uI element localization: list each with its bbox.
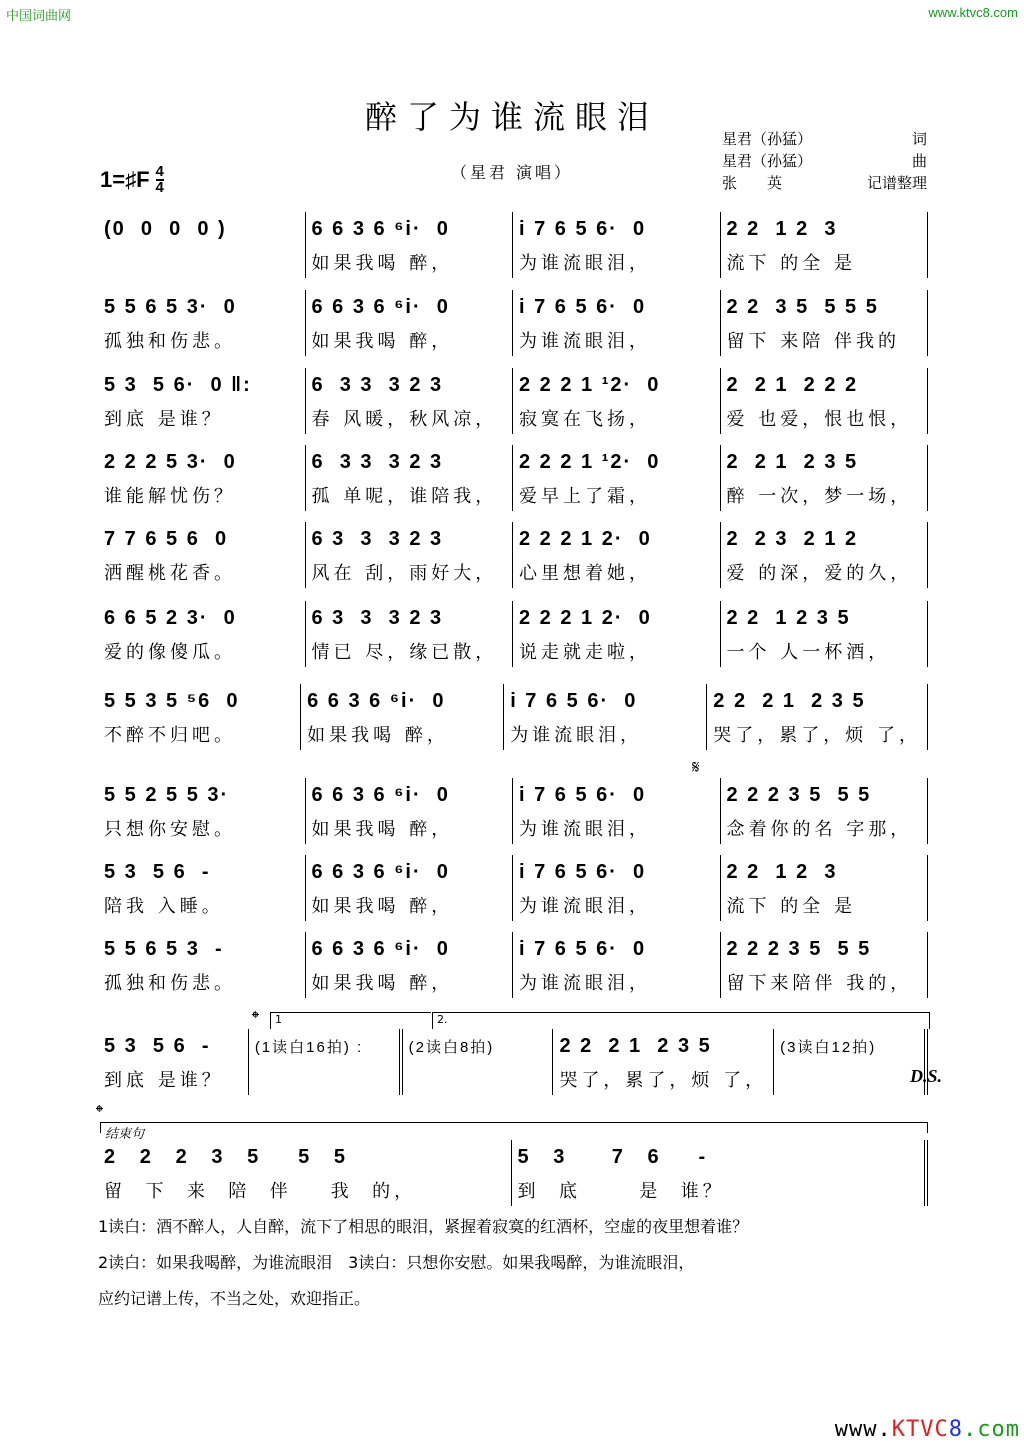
- measure-lyric: 爱早上了霜，: [519, 486, 651, 507]
- measure-lyric: 念着你的名 字那，: [726, 819, 913, 840]
- time-bottom: 4: [155, 179, 164, 196]
- measure-notes: 5 5 3 5 ⁵6 0: [104, 689, 240, 712]
- key-label: 1=♯F: [100, 167, 150, 192]
- measure-notes: i 7 6 5 6· 0: [519, 295, 647, 318]
- singer-note: （星君 演唱）: [450, 163, 574, 182]
- segno-icon: 𝄋: [692, 757, 700, 778]
- measure-lyric: 留下来陪伴 我的，: [726, 973, 913, 994]
- measure-notes: 6 6 3 6 ⁶i· 0: [311, 217, 450, 240]
- measure-lyric: 孤独和伤悲。: [104, 331, 236, 352]
- measure: [721, 290, 929, 356]
- measure-notes: 5 3 5 6 -: [104, 860, 211, 883]
- measure: [774, 1029, 928, 1095]
- measure-lyric: 到底 是谁？: [104, 1070, 224, 1091]
- score-row: [98, 522, 928, 588]
- measure-notes: 6 3 3 3 2 3: [311, 373, 444, 396]
- measure-lyric: 风在 刮，雨好大，: [311, 563, 498, 584]
- measure: [513, 212, 721, 278]
- measure: [721, 368, 929, 434]
- score-row: [98, 1029, 928, 1095]
- measure: [98, 855, 306, 921]
- measure-notes: i 7 6 5 6· 0: [519, 217, 647, 240]
- score-row: [98, 290, 928, 356]
- measure-lyric: 如果我喝 醉，: [311, 331, 454, 352]
- measure-notes: 5 5 2 5 5 3·: [104, 783, 230, 806]
- dal-segno: D.S.: [910, 1066, 943, 1086]
- measure: [306, 445, 514, 511]
- measure-notes: 2 2 1 2 3 5: [726, 450, 859, 473]
- measure: [513, 522, 721, 588]
- measure-notes: i 7 6 5 6· 0: [519, 860, 647, 883]
- measure: [513, 778, 721, 844]
- measure-lyric: 爱 也爱，恨也恨，: [726, 409, 913, 430]
- score-row: [98, 368, 928, 434]
- measure: [721, 855, 929, 921]
- logo-part: KTV: [891, 1417, 935, 1442]
- measure-notes: 2 2 2 3 5 5 5: [104, 1145, 347, 1168]
- measure-lyric: 流下 的全 是: [726, 896, 856, 917]
- measure-lyric: 如果我喝 醉，: [311, 253, 454, 274]
- measure: [721, 601, 929, 667]
- time-top: 4: [155, 163, 164, 180]
- measure-notes: 6 3 3 3 2 3: [311, 450, 444, 473]
- key-signature: [100, 165, 164, 195]
- measure-lyric: 哭了，累了，烦 了，: [713, 725, 922, 746]
- measure: [306, 601, 514, 667]
- credit-role: 曲: [911, 152, 927, 170]
- measure: [306, 290, 514, 356]
- volta-label: 2.: [437, 1013, 448, 1026]
- measure-lyric: 流下 的全 是: [726, 253, 856, 274]
- measure-lyric: 如果我喝 醉，: [311, 973, 454, 994]
- measure: [513, 932, 721, 998]
- measure-lyric: 为谁流眼泪，: [519, 896, 651, 917]
- credit-role: 词: [911, 130, 927, 148]
- measure-notes: (2读白8拍): [408, 1038, 495, 1056]
- measure-lyric: 到 底 是 谁？: [517, 1181, 725, 1202]
- score-row: [98, 684, 928, 750]
- measure-lyric: 为谁流眼泪，: [519, 253, 651, 274]
- measure-lyric: 如果我喝 醉，: [311, 896, 454, 917]
- measure: [707, 684, 928, 750]
- measure-notes: i 7 6 5 6· 0: [510, 689, 638, 712]
- measure-notes: 6 6 3 6 ⁶i· 0: [311, 295, 450, 318]
- measure-lyric: 为谁流眼泪，: [510, 725, 643, 746]
- measure: [306, 522, 514, 588]
- measure-notes: 2 2 2 1 ¹2· 0: [519, 373, 661, 396]
- ending-label: 结束句: [105, 1127, 145, 1142]
- measure-notes: (0 0 0 0 ): [104, 217, 227, 240]
- measure: [98, 932, 306, 998]
- measure-lyric: 春 风暖，秋风凉，: [311, 409, 498, 430]
- measure-lyric: 爱的像傻瓜。: [104, 642, 236, 663]
- measure-lyric: 一个 人一杯酒，: [726, 642, 891, 663]
- measure-notes: 2 2 2 1 2· 0: [519, 527, 652, 550]
- measure-notes: 2 2 2 3 5 5 5: [726, 937, 872, 960]
- measure-lyric: 到底 是谁？: [104, 409, 224, 430]
- measure-notes: 7 7 6 5 6 0: [104, 527, 229, 550]
- measure-lyric: 孤 单呢，谁陪我，: [311, 486, 498, 507]
- measure: [721, 522, 929, 588]
- measure: [513, 855, 721, 921]
- measure-notes: 2 2 1 2 3: [726, 860, 838, 883]
- measure-notes: 6 3 3 3 2 3: [311, 527, 444, 550]
- score-row: [98, 932, 928, 998]
- measure: [306, 368, 514, 434]
- measure: [513, 601, 721, 667]
- site-url-right[interactable]: www.ktvc8.com: [928, 5, 1018, 20]
- ending-bracket: [100, 1122, 928, 1142]
- measure-notes: 6 6 3 6 ⁶i· 0: [311, 937, 450, 960]
- measure-lyric: [255, 1063, 393, 1095]
- score-row: [98, 855, 928, 921]
- credit-music: [722, 150, 927, 172]
- measure-lyric: [780, 1063, 918, 1095]
- measure-lyric: 爱 的深，爱的久，: [726, 563, 913, 584]
- measure-lyric: 如果我喝 醉，: [307, 725, 449, 746]
- measure: [306, 778, 514, 844]
- measure-notes: 6 6 3 6 ⁶i· 0: [307, 689, 446, 712]
- footnote: 2读白：如果我喝醉，为谁流眼泪 3读白：只想你安慰。如果我喝醉，为谁流眼泪，: [98, 1253, 695, 1272]
- measure-notes: i 7 6 5 6· 0: [519, 783, 647, 806]
- measure: [513, 368, 721, 434]
- credits: [722, 128, 927, 194]
- measure-lyric: 谁能解忧伤？: [104, 486, 236, 507]
- measure-notes: 5 3 5 6· 0 ‖:: [104, 373, 252, 396]
- logo-part: 8: [948, 1417, 964, 1442]
- measure-notes: (3读白12拍): [780, 1038, 877, 1056]
- measure-notes: 2 2 2 1 2 3 5: [713, 689, 866, 712]
- credit-name: 星君（孙猛）: [722, 152, 813, 170]
- song-title: 醉了为谁流眼泪: [364, 98, 659, 136]
- volta-1: [270, 1012, 431, 1029]
- score-row: [98, 601, 928, 667]
- measure: [513, 290, 721, 356]
- logo-part: www.: [834, 1417, 892, 1442]
- measure-lyric: 为谁流眼泪，: [519, 819, 651, 840]
- measure-lyric: 陪我 入睡。: [104, 896, 224, 917]
- measure-lyric: [409, 1063, 547, 1095]
- measure-notes: 6 6 5 2 3· 0: [104, 606, 237, 629]
- measure: [721, 212, 929, 278]
- measure: [306, 855, 514, 921]
- measure-lyric: 洒醒桃花香。: [104, 563, 236, 584]
- measure: [98, 1140, 512, 1206]
- measure-notes: 2 2 2 3 5 5 5: [726, 783, 872, 806]
- measure-lyric: 醉 一次，梦一场，: [726, 486, 913, 507]
- measure: [98, 212, 306, 278]
- measure-notes: (1读白16拍) :: [254, 1038, 364, 1056]
- measure-lyric: 心里想着她，: [519, 563, 651, 584]
- coda-icon: 𝄌: [252, 1006, 259, 1030]
- measure-lyric: 为谁流眼泪，: [519, 973, 651, 994]
- volta-label: 1: [275, 1013, 282, 1026]
- score-row: [98, 1140, 928, 1206]
- credit-lyrics: [722, 128, 927, 150]
- measure: [98, 778, 306, 844]
- measure-lyric: 说走就走啦，: [519, 642, 651, 663]
- measure-notes: 5 5 6 5 3· 0: [104, 295, 237, 318]
- measure-notes: 5 5 6 5 3 -: [104, 937, 224, 960]
- measure: [306, 212, 514, 278]
- site-name-left[interactable]: 中国词曲网: [6, 9, 72, 24]
- score-row: [98, 212, 928, 278]
- measure-lyric: 如果我喝 醉，: [311, 819, 454, 840]
- measure: [403, 1029, 554, 1095]
- footnote: 应约记谱上传，不当之处，欢迎指正。: [98, 1289, 371, 1308]
- score-row: [98, 445, 928, 511]
- measure-lyric: 孤独和伤悲。: [104, 973, 236, 994]
- measure: [98, 522, 306, 588]
- measure-notes: 2 2 1 2 3 5: [726, 606, 851, 629]
- measure-lyric: 只想你安慰。: [104, 819, 236, 840]
- measure: [98, 1029, 249, 1095]
- measure-notes: 2 2 1 2 2 2: [726, 373, 859, 396]
- measure-notes: 2 2 2 1 2 3 5: [559, 1034, 712, 1057]
- measure-notes: 6 6 3 6 ⁶i· 0: [311, 783, 450, 806]
- measure: [249, 1029, 403, 1095]
- measure-lyric: 为谁流眼泪，: [519, 331, 651, 352]
- volta-2: [432, 1012, 930, 1029]
- measure: [301, 684, 504, 750]
- logo-part: C: [934, 1417, 949, 1442]
- measure-notes: 2 2 3 2 1 2: [726, 527, 859, 550]
- measure-lyric: 情已 尽，缘已散，: [311, 642, 498, 663]
- measure: [504, 684, 707, 750]
- site-logo[interactable]: [835, 1417, 1020, 1442]
- logo-part: .com: [963, 1417, 1020, 1442]
- measure: [98, 368, 306, 434]
- measure-notes: 5 3 5 6 -: [104, 1034, 211, 1057]
- measure-notes: 2 2 3 5 5 5 5: [726, 295, 879, 318]
- measure-lyric: 寂寞在飞扬，: [519, 409, 651, 430]
- measure: [721, 445, 929, 511]
- footnote: 1读白：酒不醉人，人自醉，流下了相思的眼泪，紧握着寂寞的红酒杯，空虚的夜里想着谁？: [98, 1217, 749, 1236]
- measure-lyric: 留 下 来 陪 伴 我 的，: [104, 1181, 417, 1202]
- measure-lyric: 留下 来陪 伴我的: [726, 331, 900, 352]
- measure-lyric: [104, 246, 299, 278]
- measure: [553, 1029, 774, 1095]
- measure-notes: 5 3 7 6 -: [517, 1145, 708, 1168]
- measure: [721, 778, 929, 844]
- score-row: [98, 778, 928, 844]
- credit-name: 星君（孙猛）: [722, 130, 813, 148]
- credit-role: 记谱整理: [866, 174, 927, 192]
- measure-notes: i 7 6 5 6· 0: [519, 937, 647, 960]
- measure: [98, 684, 301, 750]
- measure: [513, 445, 721, 511]
- measure-notes: 2 2 1 2 3: [726, 217, 838, 240]
- measure: [98, 601, 306, 667]
- credit-transcriber: [722, 172, 927, 194]
- measure-notes: 2 2 2 5 3· 0: [104, 450, 237, 473]
- time-signature: [156, 165, 164, 195]
- measure-notes: 6 6 3 6 ⁶i· 0: [311, 860, 450, 883]
- measure: [721, 932, 929, 998]
- credit-name: 张 英: [722, 174, 783, 192]
- coda-icon: 𝄌: [96, 1100, 103, 1124]
- measure: [512, 1140, 929, 1206]
- measure-notes: 2 2 2 1 ¹2· 0: [519, 450, 661, 473]
- measure: [98, 445, 306, 511]
- measure-lyric: 哭了，累了，烦 了，: [559, 1070, 768, 1091]
- measure-notes: 6 3 3 3 2 3: [311, 606, 444, 629]
- measure-lyric: 不醉不归吧。: [104, 725, 236, 746]
- measure: [306, 932, 514, 998]
- measure-notes: 2 2 2 1 2· 0: [519, 606, 652, 629]
- measure: [98, 290, 306, 356]
